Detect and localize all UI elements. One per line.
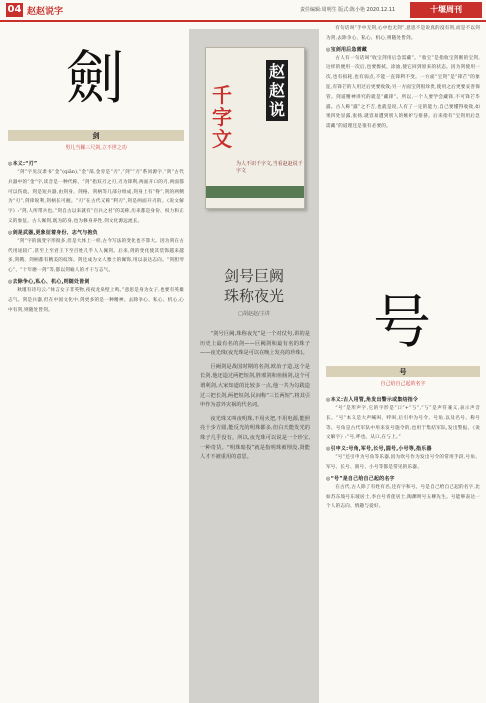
subhead: ◎“号”是自己给自己起的名字	[326, 475, 395, 482]
book-cover-image	[205, 47, 305, 209]
book-title-red: 千字文	[212, 83, 232, 151]
seal-glyph-hao: 号	[372, 288, 431, 356]
editor-credits: 责任编辑:周明生 版式:陈小艳 2020.12.11	[300, 7, 396, 13]
book-cover-caption: 为人不识千字文,当看赵赵说千字文	[236, 161, 303, 174]
feature-text	[200, 330, 310, 467]
paragraph: 夜光珠又叫夜明珠,不用火把,不用电源,能照亮十步方圆,能反光的明珠都多,但白天能发光的珠子几乎没有。所以,夜光珠可以说是一个珍宝,一种奇货。“明珠暗投”就是指明珠被埋没,贤能人才不被重用的意思。	[200, 415, 310, 461]
paragraph: 巨阙剑是战国时期的名剑,欧冶子造,这个是长剑,他还造过两把短剑,胜邪剑和鱼肠剑,这个可谓利剑,大家知道的比较多一点,他一共为勾践造过三把长剑,两把短剑,民间称“三长两短”,将其引申作为意外灾祸的代名词。	[200, 363, 310, 409]
paragraph: “号”还引申为号角等乐器,因为吹号作为发出号令的常用手段,号角、军号、长号、圆号、小号等都是常见的乐器。	[326, 455, 480, 470]
book-cover-band	[206, 186, 304, 198]
subhead: ◎剑是武器,更象征着身份、志气与抱负	[8, 229, 98, 236]
paragraph: “剑”字的演变字形很多,但是大体上一样,古今写法的变化也不算大。因为剑在古代用途较广,甚至上至君王下至百姓几乎人人佩剑。后来,剑的变化使其装饰越来越多,剑鞘、剑柄都有精美的纹饰。剑还成为文人雅士的佩饰,用以表达志向。“剑胆琴心”、“十年磨一剑”等,都以剑喻人的才干与志气。	[8, 238, 184, 274]
page-header	[0, 0, 486, 22]
right-article-top	[326, 24, 480, 282]
char-caption-jian: 男儿当佩三尺剑,立不世之功	[65, 145, 127, 151]
book-title-black: 赵赵说	[266, 60, 288, 121]
paragraph: “剑号巨阙,珠称夜光”是一个对仗句,讲的是历史上最有名的剑——巨阙剑和最有名的珠子——夜光珠(夜光珠是可以在晚上发亮的珍珠)。	[200, 331, 310, 357]
section-title: 赵赵说字	[27, 7, 64, 17]
feature-title-line1: 剑号巨阙	[223, 267, 284, 285]
right-article-bottom	[326, 394, 480, 698]
char-label-jian: 剑	[8, 130, 184, 141]
paragraph: 秋瑾有诗句云:“休言女子非英物,夜夜龙泉壁上鸣。”意思是身为女子,也要有英雄志气。剑是兵器,但在中国文化中,剑更多的是一种精神。去除争心、私心、机心,心中有剑,则随处皆剑。	[8, 287, 184, 313]
subhead: ◎宝剑用后急需藏	[326, 46, 367, 53]
paragraph: 古人有一句话叫“收宝剑用后急需藏”。“收宝”是指收宝剑断的宝剑,这样的便用一次后,也要擦拭、涂油,使它回到原来的状态。因为剑使用一次,也有损耗,也有弱点,不能一直锋利不变。一方面“宝剑”是“锋芒”的象征,有锋芒的人用过后更要收敛;另一方面宝剑很珍贵,使用之后更要妥善保管。剑道精神讲究的就是“藏锋”。所以,一个人要学会藏锋,不可锋芒毕露。古人称“露”之不吉,也就是说,人有了一定的能力,自己要懂得收敛,如果四处显露,张扬,就容易遭到别人的嫉妒与排挤。后来指有“宝剑用后急需藏”的道理还是很有必要的。	[326, 55, 480, 130]
char-label-hao: 号	[326, 366, 480, 377]
subhead: ◎去除争心,私心、机心,则随处皆剑	[8, 278, 90, 285]
seal-glyph-jian: 劍	[65, 44, 124, 112]
paragraph: 在古代,古人除了有姓有名,还有字和号。号是自己给自己起的名字,比如苏东坡号东坡居士,李白号青莲居士,陶渊明号五柳先生。号能够表达一个人的志向、情趣与爱好。	[326, 484, 480, 510]
char-caption-hao: 自己给自己起的名字	[380, 381, 426, 387]
subhead: ◎引申义:号角,军号,长号,圆号,小号等,指乐器	[326, 446, 432, 453]
paragraph: 有句话叫“手中无剑,心中也无剑”,意思不是说真的没有剑,而是不以剑为剑,去除争心、私心、机心,则随处皆剑。	[326, 26, 480, 41]
publication-brand: 十堰周刊	[410, 2, 482, 18]
paragraph: “剑”字见汉隶书“金”(qiān),“金”部,金旁是“刃”,“剑”“刃”系同源字,“剑”古代兵器中的“金”字,读音是一种代称。“剑”指双刃之刃,刃为锋利,两面开口的刃,两面都可以伤敌。剑是短兵器,由剑身、剑格、剑柄等几部分组成,剑身上有“脊”,剑的两侧为“刃”,剑锋锐利,剑柄长可握。“刃”在古代又称“利刃”,剑是两面开刃的。《说文解字》:“剑,人所带兵也。”剑自古以来就有“百兵之君”的美称,历来都是身份、权力和正义的象征。古人佩剑,既为防身,也为修身养性,剑文化源远流长。	[8, 170, 184, 224]
feature-author: □胡赵赵/主讲	[238, 311, 270, 317]
subhead: ◎本义:古人用管,角发出警示或集结指令	[326, 397, 419, 403]
subhead: ◎本义:“刃”	[8, 161, 38, 167]
page-number: 04	[7, 4, 22, 15]
feature-title	[189, 266, 319, 306]
feature-title-line2: 珠称夜光	[223, 287, 284, 305]
left-article	[8, 158, 184, 698]
paragraph: “号”是形声字,它的字形是“口”+“丂”,“丂”是声符兼义,表示声音长。“号”本义是大声喊叫、呼叫,后引申为号令、号角,以及名号、称号等。号角是古代军队中用来发号施令的,也用于集结军队,发出警报。《说文解字》:“号,呼也。从口,在丂上。”	[326, 406, 480, 441]
